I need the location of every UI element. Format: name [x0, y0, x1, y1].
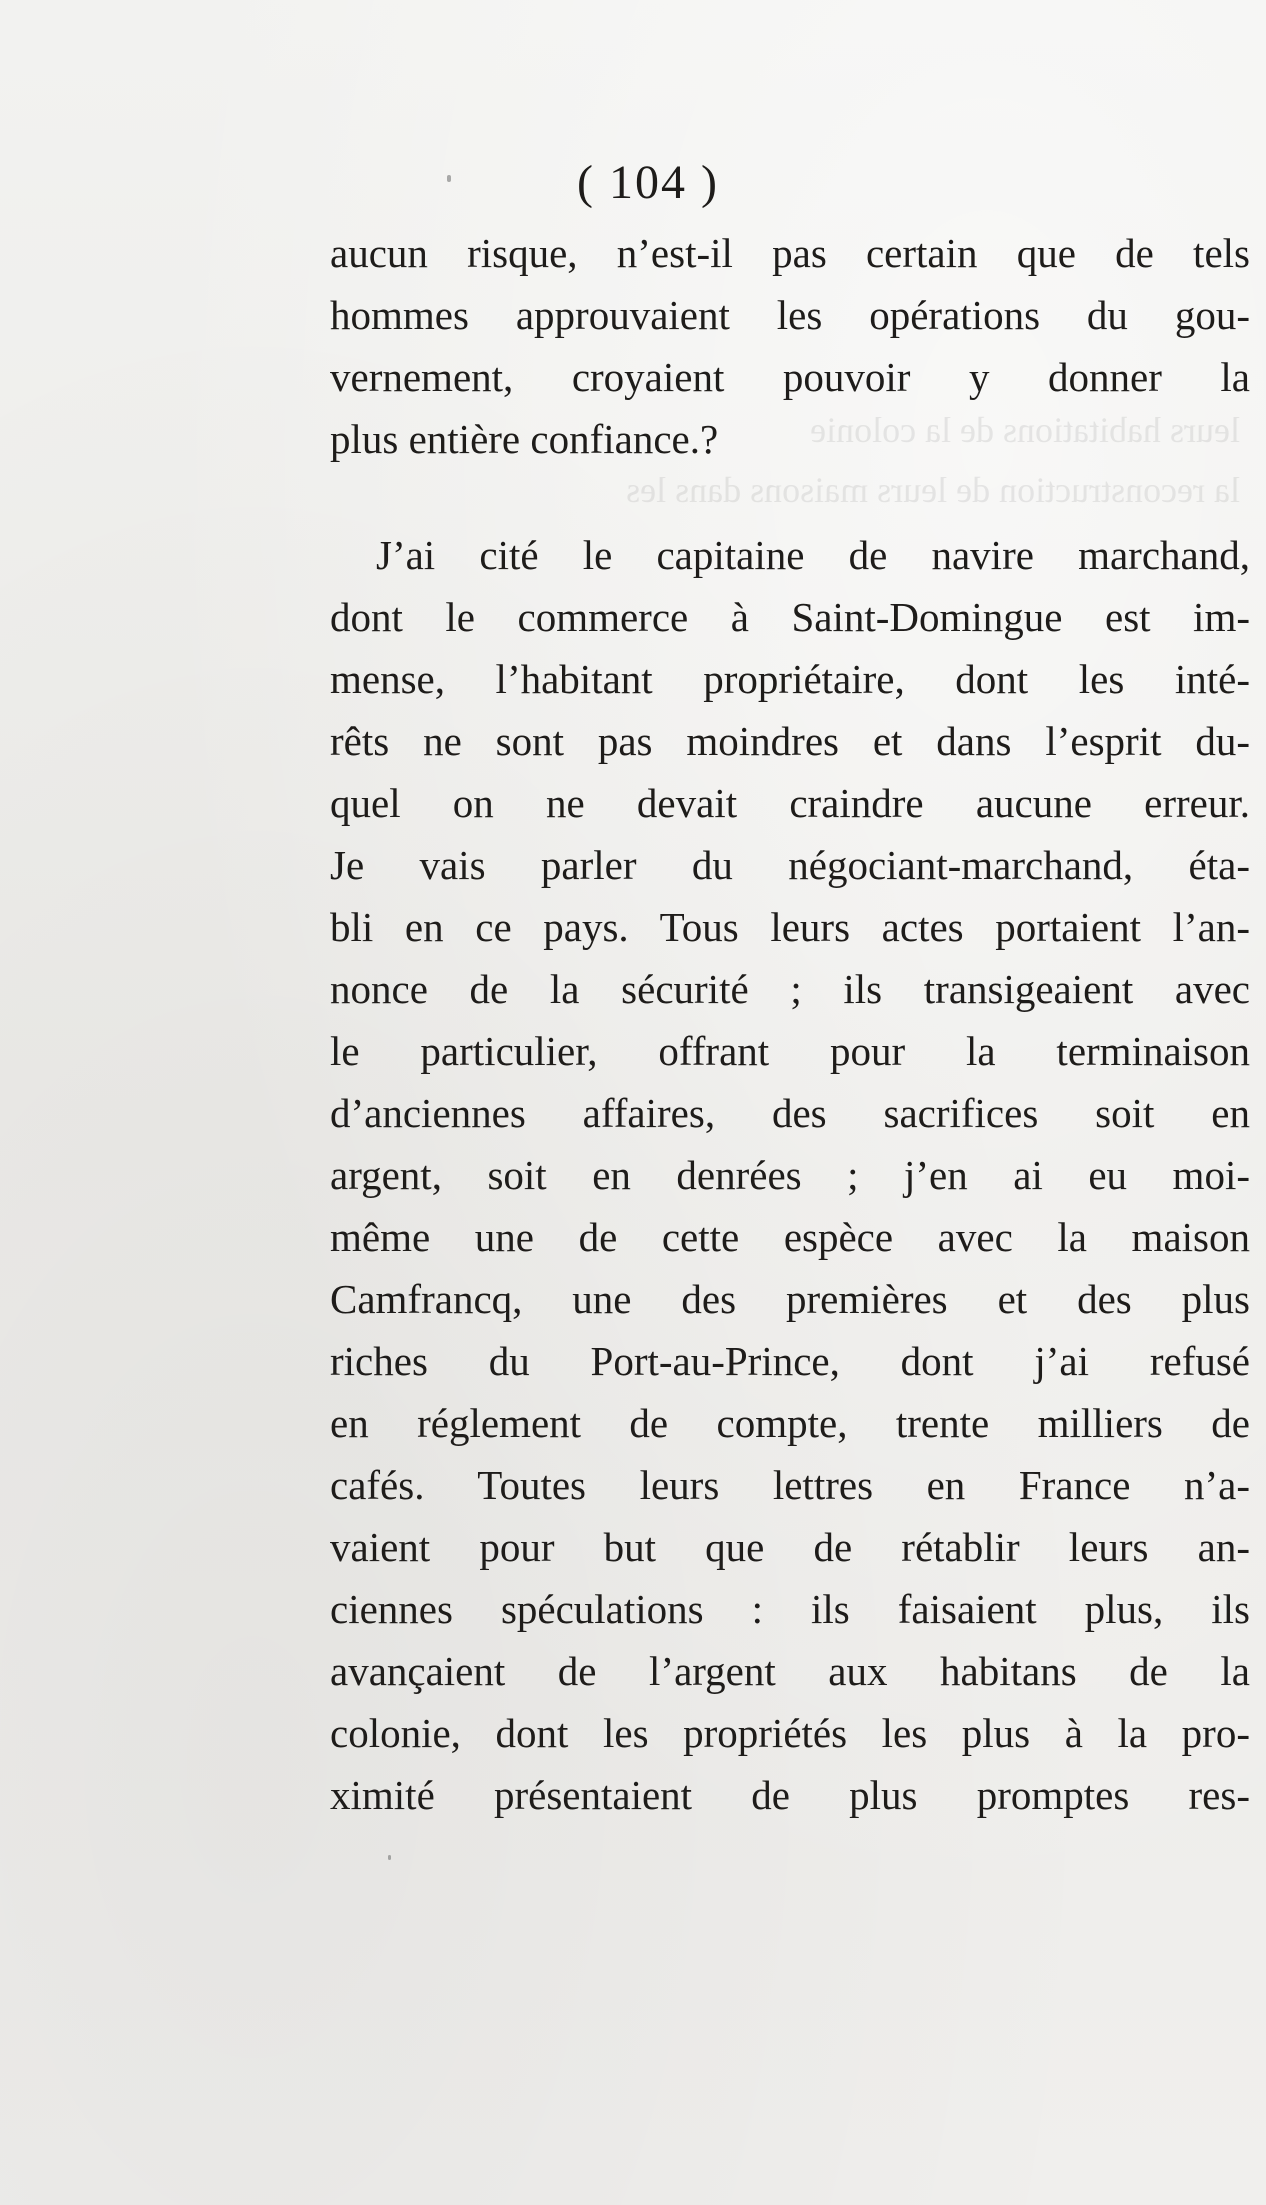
paragraph: [330, 524, 1250, 1826]
text-line: argent, soit en denrées ; j’en ai eu moi-: [330, 1152, 1250, 1198]
text-line: quel on ne devait craindre aucune erreur.: [330, 780, 1250, 826]
text-line: hommes approuvaient les opérations du gou-: [330, 292, 1250, 338]
text-line: Je vais parler du négociant-marchand, éta-: [330, 842, 1250, 888]
text-line: même une de cette espèce avec la maison: [330, 1214, 1250, 1260]
text-line: d’anciennes affaires, des sacrifices soit en: [330, 1090, 1250, 1136]
text-line: rêts ne sont pas moindres et dans l’esprit du-: [330, 718, 1250, 764]
text-line: le particulier, offrant pour la terminaison: [330, 1028, 1250, 1074]
text-line: riches du Port-au-Prince, dont j’ai refusé: [330, 1338, 1250, 1384]
text-line: avançaient de l’argent aux habitans de la: [330, 1648, 1250, 1694]
text-line: vaient pour but que de rétablir leurs an-: [330, 1524, 1250, 1570]
text-line: ciennes spéculations : ils faisaient plus, ils: [330, 1586, 1250, 1632]
paragraph: [330, 222, 1250, 470]
text-line: plus entière confiance.?: [330, 416, 719, 462]
text-line: J’ai cité le capitaine de navire marchand,: [376, 532, 1250, 578]
show-through-text: leurs habitations de la colonie la reconstruction de leurs maisons dans les: [626, 410, 1240, 510]
text-line: colonie, dont les propriétés les plus à la pro-: [330, 1710, 1250, 1756]
paper-speck: [388, 1855, 391, 1860]
text-line: nonce de la sécurité ; ils transigeaient avec: [330, 966, 1250, 1012]
text-line: dont le commerce à Saint-Domingue est im-: [330, 594, 1250, 640]
page-number: ( 104 ): [577, 156, 719, 209]
text-line: aucun risque, n’est-il pas certain que de tels: [330, 230, 1250, 276]
text-line: en réglement de compte, trente milliers de: [330, 1400, 1250, 1446]
text-line: bli en ce pays. Tous leurs actes portaient l’an-: [330, 904, 1250, 950]
text-line: vernement, croyaient pouvoir y donner la: [330, 354, 1250, 400]
body-text: [330, 222, 1250, 1826]
text-line: Camfrancq, une des premières et des plus: [330, 1276, 1250, 1322]
text-line: ximité présentaient de plus promptes res-: [330, 1772, 1250, 1818]
text-line: mense, l’habitant propriétaire, dont les inté-: [330, 656, 1250, 702]
text-line: cafés. Toutes leurs lettres en France n’a-: [330, 1462, 1250, 1508]
